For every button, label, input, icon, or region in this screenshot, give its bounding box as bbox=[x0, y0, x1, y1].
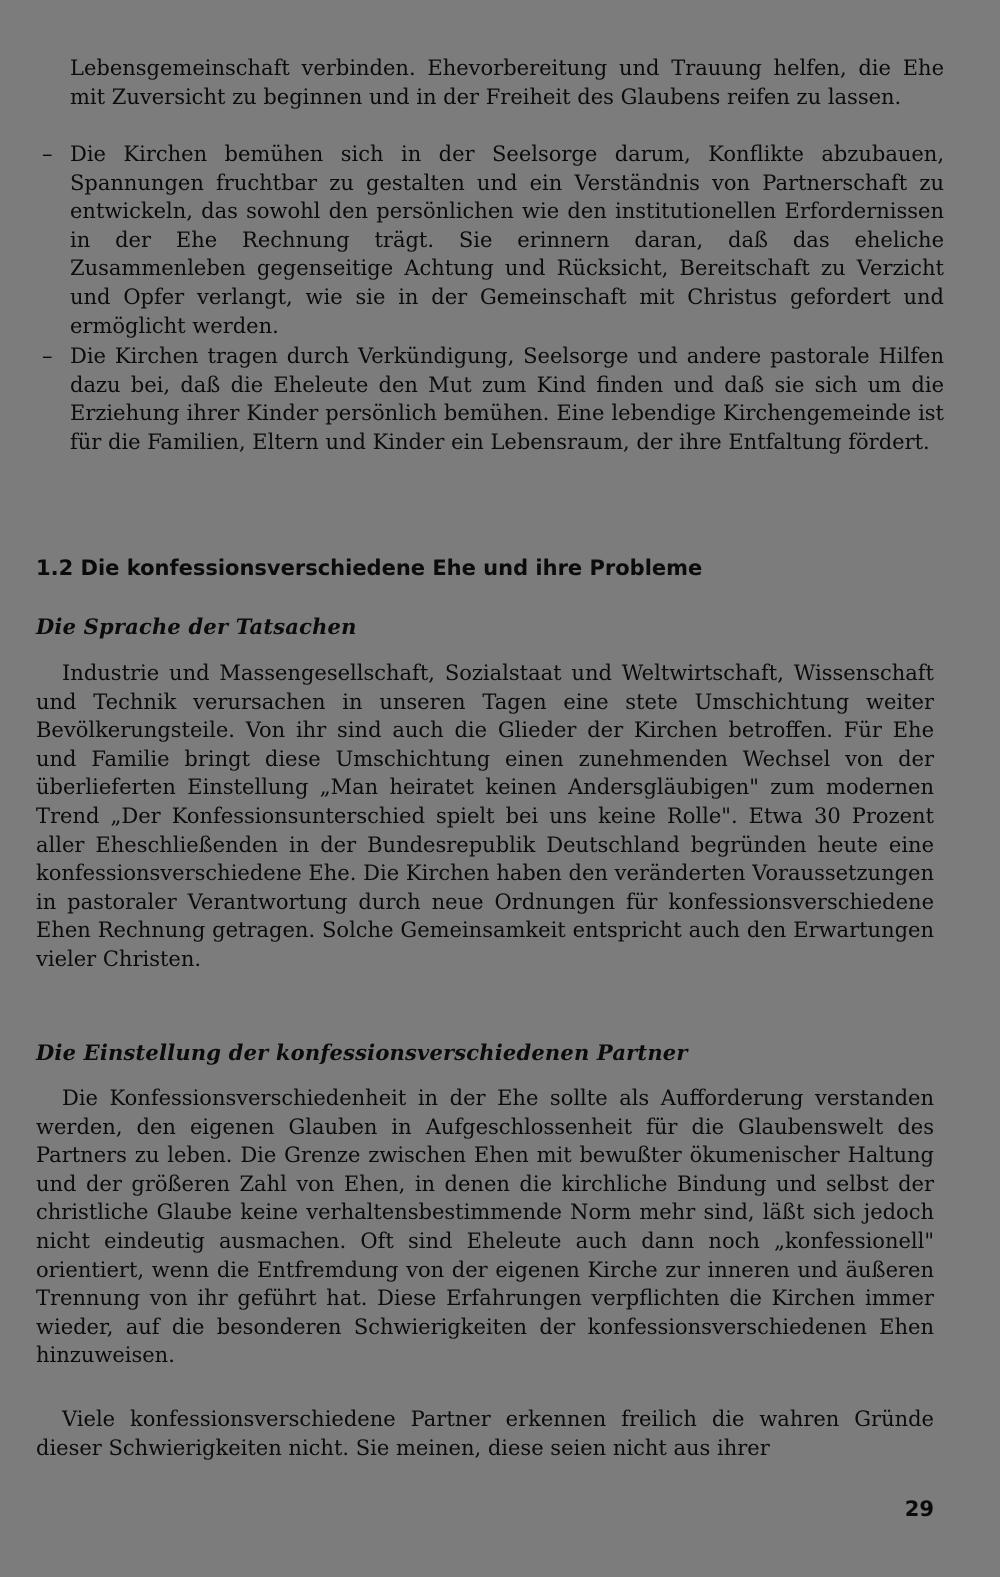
list-item bbox=[36, 140, 944, 340]
bullet-list bbox=[36, 140, 944, 459]
continuation-paragraph: Lebensgemeinschaft verbinden. Ehevorbereitung und Trauung helfen, die Ehe mit Zuversicht zu beginnen und in der Freiheit des Glaubens reifen zu lassen. bbox=[70, 56, 944, 109]
list-item-text: Die Kirchen tragen durch Verkündigung, Seelsorge und andere pastorale Hilfen dazu bei, daß die Eheleute den Mut zum Kind finden und daß sie sich um die Erziehung ihrer Kinder persönlich bemühen. Eine lebendige Kirchengemeinde ist für die Familien, Eltern und Kinder ein Lebensraum, der ihre Entfaltung fördert. bbox=[70, 344, 944, 454]
subsection-title: Die Sprache der Tatsachen bbox=[36, 614, 357, 639]
bullet-dash: – bbox=[42, 142, 53, 166]
body-paragraph: Die Konfessionsverschiedenheit in der Ehe sollte als Aufforderung verstanden werden, den eigenen Glauben in Aufgeschlossenheit für die Glaubenswelt des Partners zu leben. Die Grenze zwischen Ehen mit bewußter ökumenischer Haltung und der größeren Zahl von Ehen, in denen die kirchliche Bindung und selbst der christliche Glaube keine verhaltensbestimmende Norm mehr sind, läßt sich jedoch nicht eindeutig ausmachen. Oft sind Eheleute auch dann noch „konfessionell" orientiert, wenn die Entfremdung von der eigenen Kirche zur inneren und äußeren Trennung von ihr geführt hat. Diese Erfahrungen verpflichten die Kirchen immer wieder, auf die besonderen Schwierigkeiten der konfessionsverschiedenen Ehen hinzuweisen. bbox=[36, 1086, 934, 1368]
section-heading: 1.2 Die konfessionsverschiedene Ehe und ihre Probleme bbox=[36, 556, 703, 580]
body-paragraph: Industrie und Massengesellschaft, Sozialstaat und Weltwirtschaft, Wissenschaft und Technik verursachen in unseren Tagen eine stete Umschichtung weiter Bevölkerungsteile. Von ihr sind auch die Glieder der Kirchen betroffen. Für Ehe und Familie bringt diese Umschichtung einen zunehmenden Wechsel von der überlieferten Einstellung „Man heiratet keinen Andersgläubigen" zum modernen Trend „Der Konfessionsunterschied spielt bei uns keine Rolle". Etwa 30 Prozent aller Eheschließenden in der Bundesrepublik Deutschland begründen heute eine konfessionsverschiedene Ehe. Die Kirchen haben den veränderten Voraussetzungen in pastoraler Verantwortung durch neue Ordnungen für konfessionsverschiedene Ehen Rechnung getragen. Solche Gemeinsamkeit entspricht auch den Erwartungen vieler Christen. bbox=[36, 661, 934, 971]
subsection-title: Die Einstellung der konfessionsverschiedenen Partner bbox=[36, 1040, 688, 1065]
list-item-text: Die Kirchen bemühen sich in der Seelsorge darum, Konflikte abzubauen, Spannungen fruchtbar zu gestalten und ein Verständnis von Partnerschaft zu entwickeln, das sowohl den persönlichen wie den institutionellen Erfordernissen in der Ehe Rechnung trägt. Sie erinnern daran, daß das eheliche Zusammenleben gegenseitige Achtung und Rücksicht, Bereitschaft zu Verzicht und Opfer verlangt, wie sie in der Gemeinschaft mit Christus gefordert und ermöglicht werden. bbox=[70, 142, 944, 338]
list-item bbox=[36, 342, 944, 456]
body-paragraph: Viele konfessionsverschiedene Partner erkennen freilich die wahren Gründe dieser Schwierigkeiten nicht. Sie meinen, diese seien nicht aus ihrer bbox=[36, 1407, 934, 1460]
bullet-dash: – bbox=[42, 344, 53, 369]
page-number: 29 bbox=[904, 1497, 934, 1521]
